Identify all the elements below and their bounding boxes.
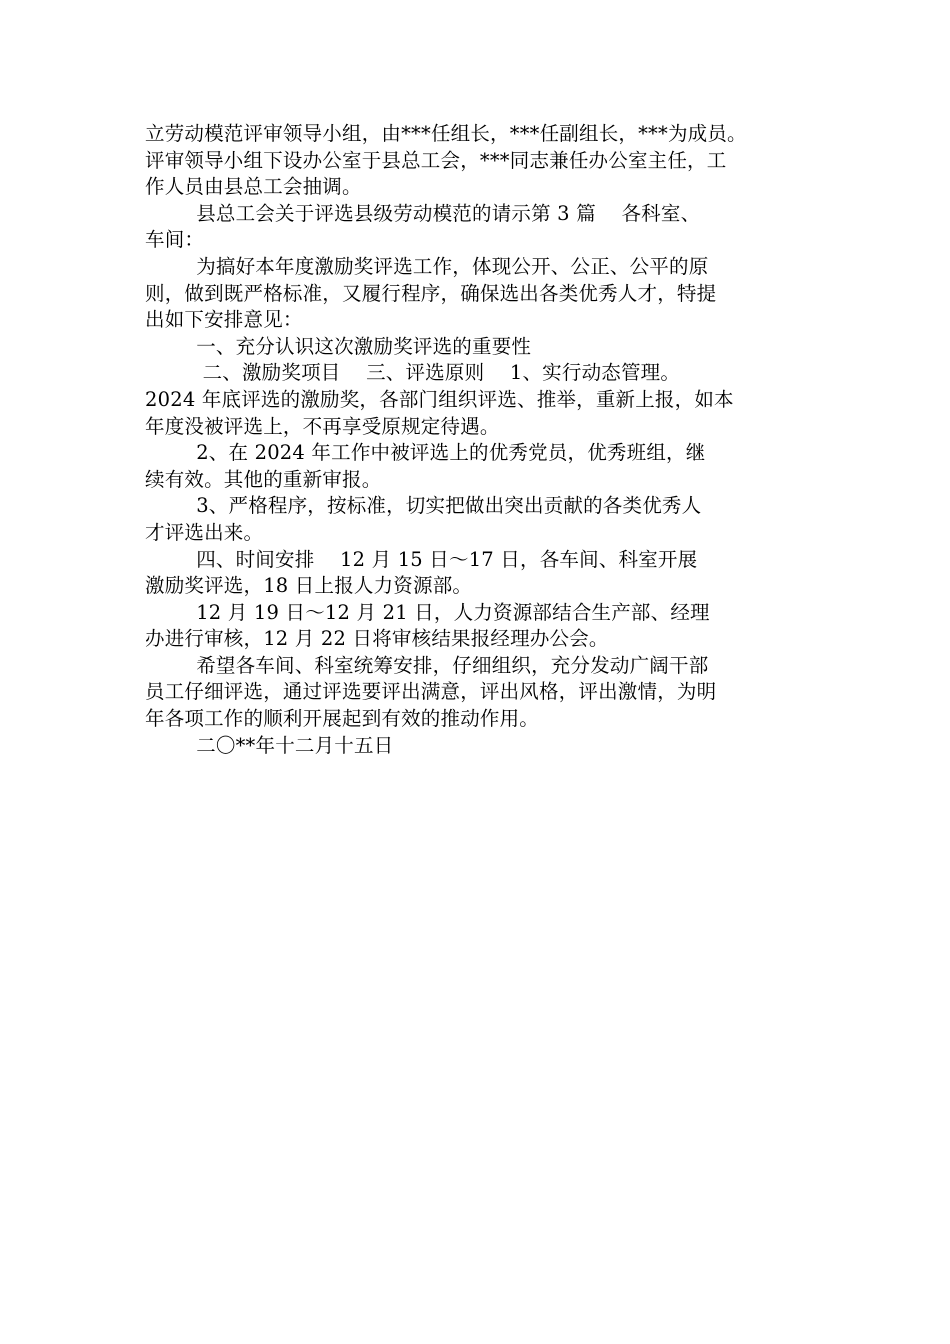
text-line: 立劳动模范评审领导小组，由***任组长，***任副组长，***为成员。 bbox=[145, 122, 747, 145]
text-line: 员工仔细评选，通过评选要评出满意，评出风格，评出激情，为明 bbox=[145, 680, 717, 704]
section-heading: 二、激励奖项目 三、评选原则 1、实行动态管理。 bbox=[145, 361, 681, 385]
text-line: 2、在 2024 年工作中被评选上的优秀党员，优秀班组，继 bbox=[145, 441, 706, 465]
section-heading: 一、充分认识这次激励奖评选的重要性 bbox=[145, 334, 532, 358]
text-line: 办进行审核，12 月 22 日将审核结果报经理办公会。 bbox=[145, 627, 609, 651]
text-line: 作人员由县总工会抽调。 bbox=[145, 175, 362, 199]
text-line: 为搞好本年度激励奖评选工作，体现公开、公正、公平的原 bbox=[145, 254, 709, 278]
text-line: 车间： bbox=[145, 228, 205, 252]
text-line: 年各项工作的顺利开展起到有效的推动作用。 bbox=[145, 707, 540, 731]
text-line: 激励奖评选，18 日上报人力资源部。 bbox=[145, 574, 473, 598]
text-line: 2024 年底评选的激励奖，各部门组织评选、推举，重新上报，如本 bbox=[145, 387, 734, 411]
document-date: 二〇**年十二月十五日 bbox=[145, 733, 394, 757]
text-line: 评审领导小组下设办公室于县总工会，***同志兼任办公室主任，工 bbox=[145, 148, 727, 172]
text-line: 则，做到既严格标准，又履行程序，确保选出各类优秀人才，特提 bbox=[145, 281, 717, 305]
document-body bbox=[145, 121, 810, 759]
text-line: 年度没被评选上，不再享受原规定待遇。 bbox=[145, 414, 500, 438]
text-line: 才评选出来。 bbox=[145, 520, 264, 544]
text-line: 县总工会关于评选县级劳动模范的请示第 3 篇 各科室、 bbox=[145, 201, 701, 225]
text-line: 12 月 19 日～12 月 21 日，人力资源部结合生产部、经理 bbox=[145, 600, 710, 624]
section-heading: 四、时间安排 12 月 15 日～17 日，各车间、科室开展 bbox=[145, 547, 698, 571]
text-line: 出如下安排意见： bbox=[145, 308, 303, 332]
text-line: 希望各车间、科室统筹安排，仔细组织，充分发动广阔干部 bbox=[145, 653, 709, 677]
text-line: 3、严格程序，按标准，切实把做出突出贡献的各类优秀人 bbox=[145, 494, 702, 518]
text-line: 续有效。其他的重新审报。 bbox=[145, 467, 382, 491]
